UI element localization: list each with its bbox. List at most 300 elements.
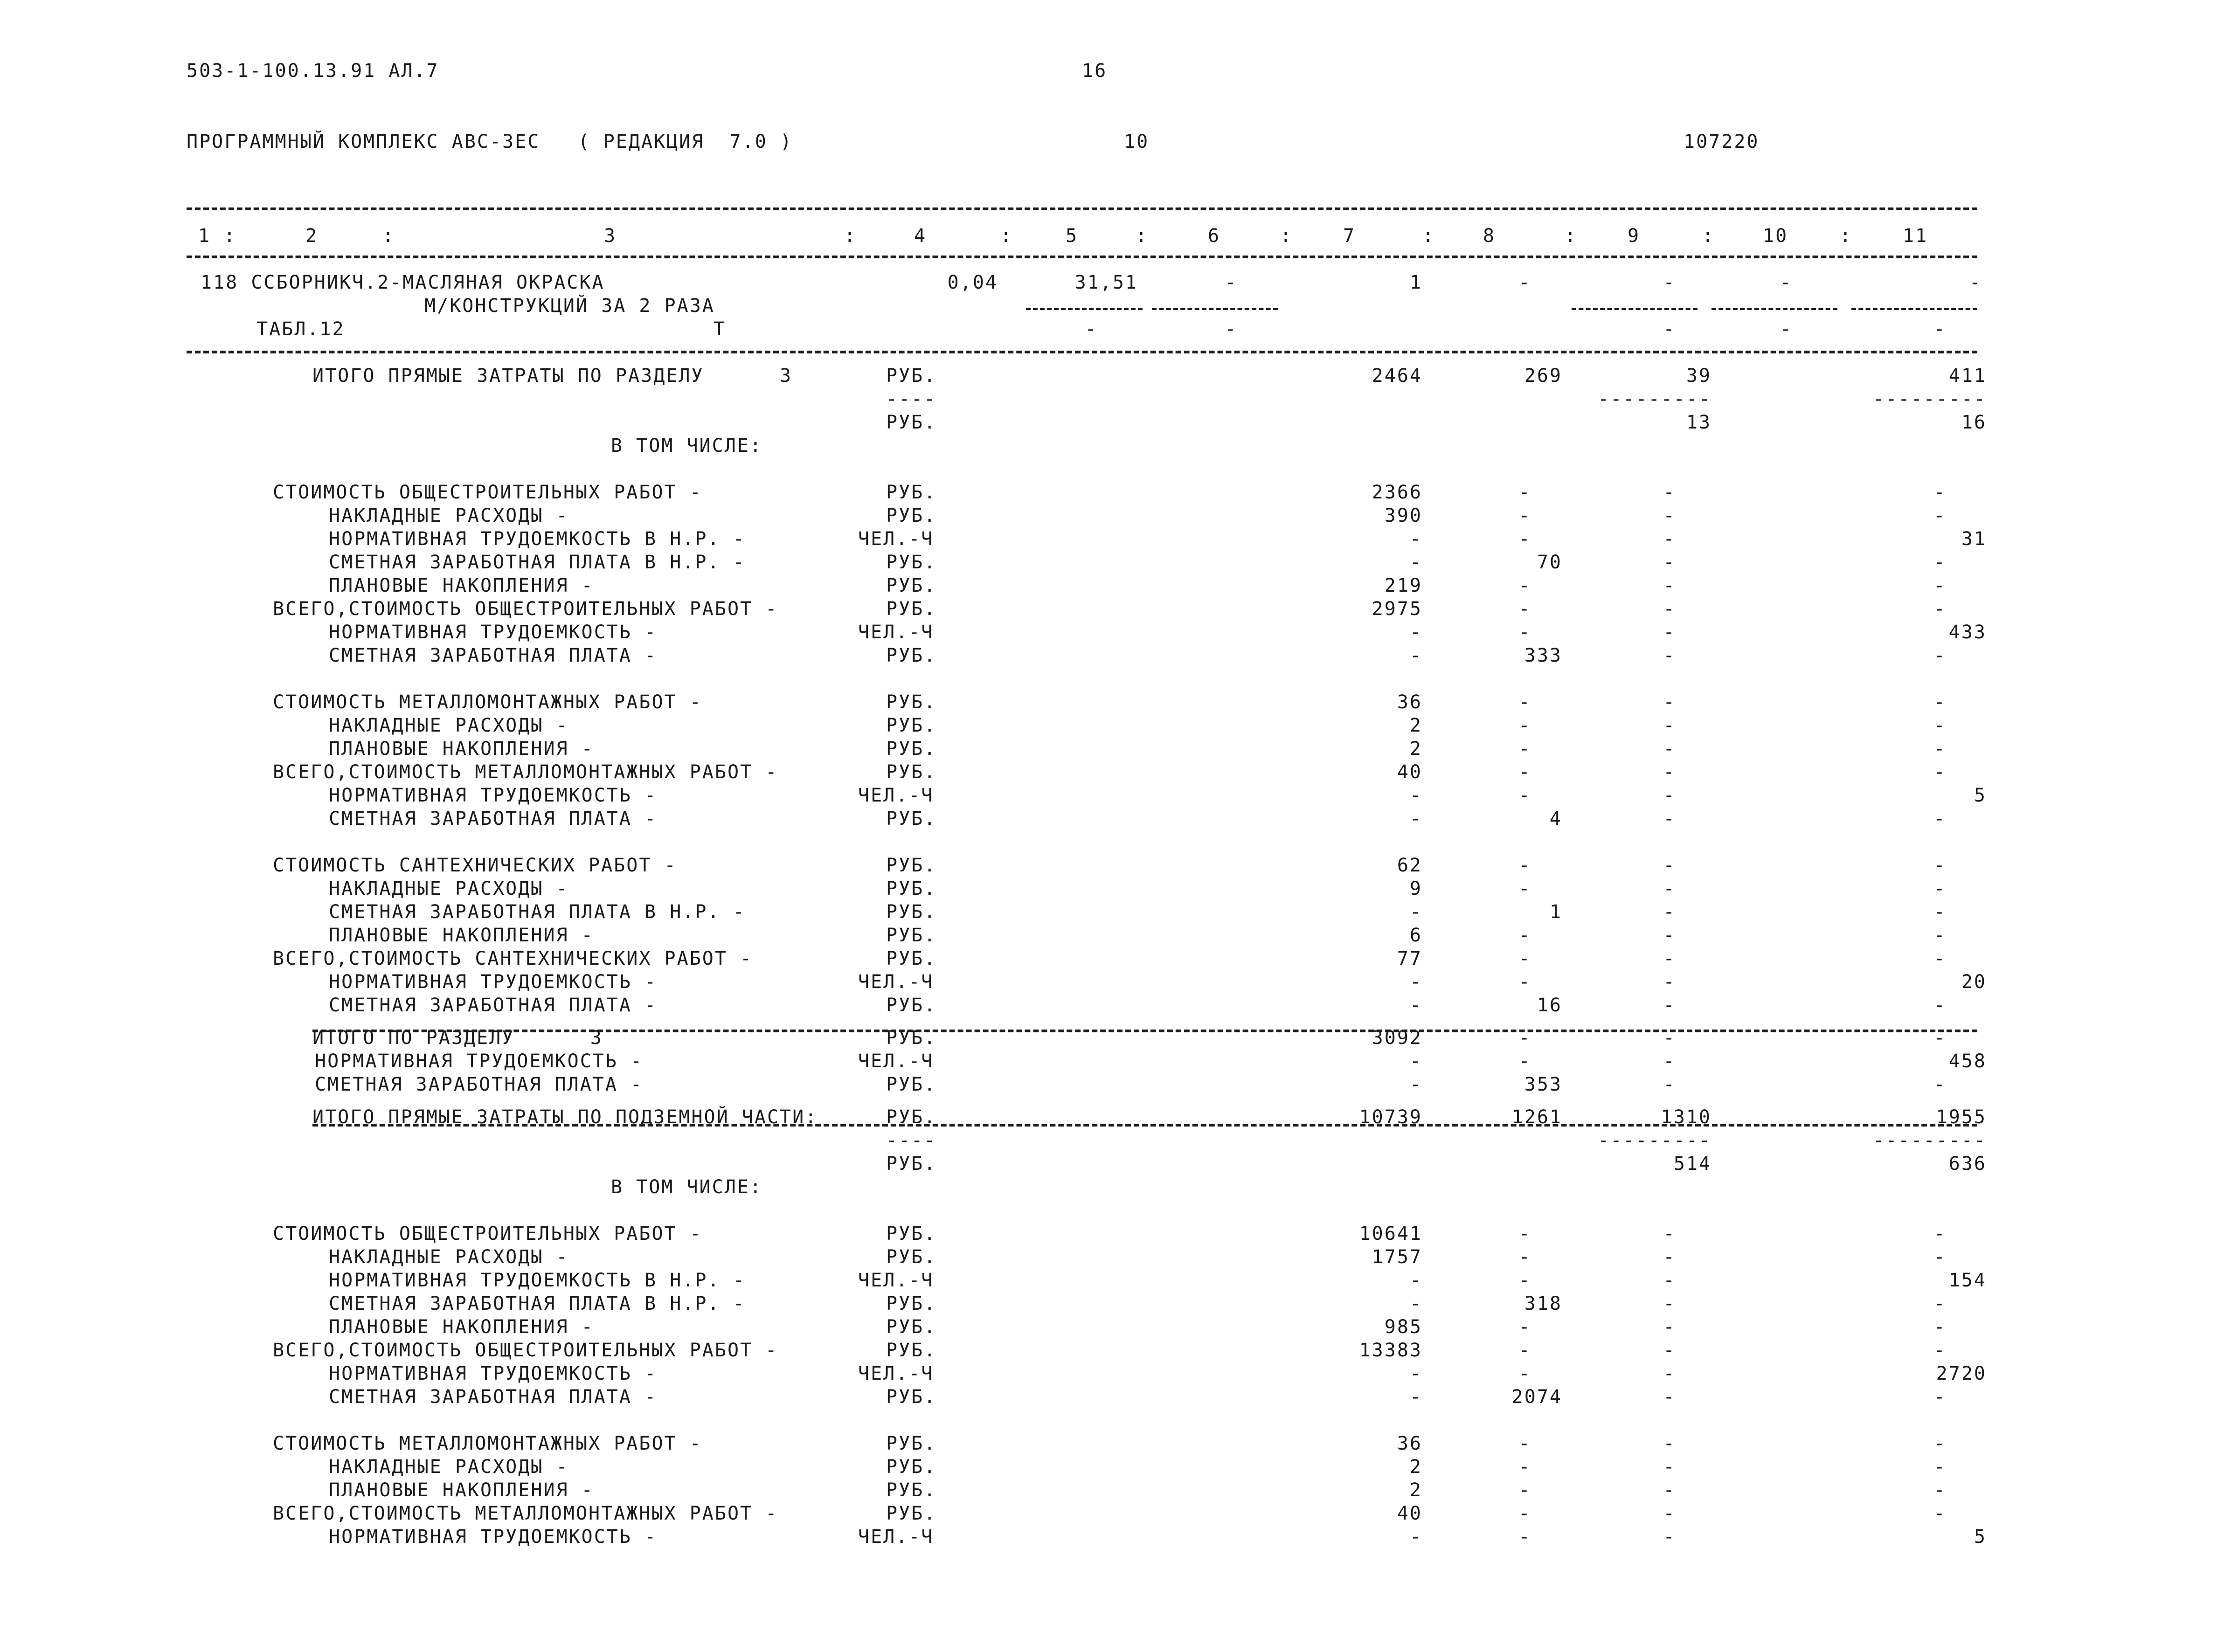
row-unit: РУБ.: [886, 1223, 937, 1244]
row-label: ПЛАНОВЫЕ НАКОПЛЕНИЯ -: [329, 925, 594, 946]
row-col8: -: [1518, 761, 1531, 783]
row-unit: РУБ.: [886, 761, 937, 783]
item-col11: -: [1969, 272, 1982, 293]
item-total: 1: [1409, 272, 1422, 293]
row-unit: ЧЕЛ.-Ч: [858, 785, 934, 806]
row-unit: РУБ.: [886, 691, 937, 713]
row-col7: -: [1409, 995, 1422, 1016]
row-unit: РУБ.: [886, 1293, 937, 1314]
row-col8: -: [1518, 1270, 1531, 1291]
item-col8: -: [1518, 272, 1531, 293]
row-col8: -: [1518, 528, 1531, 550]
column-header-2: 2: [305, 225, 319, 247]
item-separator: [187, 351, 1977, 353]
item-col6: -: [1225, 272, 1238, 293]
row-col9: -: [1663, 1293, 1676, 1314]
row-col7: 9: [1409, 878, 1422, 899]
column-divider: :: [1000, 225, 1013, 247]
row-col8: -: [1518, 505, 1531, 526]
row-col11: -: [1933, 995, 1947, 1016]
row-label: НАКЛАДНЫЕ РАСХОДЫ -: [329, 1456, 569, 1478]
row-col11: -: [1933, 1293, 1947, 1314]
row-col9: ---------: [1598, 388, 1711, 410]
row-col8: 269: [1524, 365, 1562, 387]
row-unit: РУБ.: [886, 1456, 937, 1478]
row-unit: РУБ.: [886, 1074, 937, 1095]
row-col11: -: [1933, 1386, 1947, 1408]
row-col7: 2: [1409, 1456, 1422, 1478]
column-divider: :: [1422, 225, 1435, 247]
row-col11: -: [1933, 552, 1947, 573]
row-unit: РУБ.: [886, 598, 937, 620]
row-col11: -: [1933, 878, 1947, 899]
item-quantity: 0,04: [947, 272, 998, 293]
row-unit: РУБ.: [886, 645, 937, 666]
row-col7: -: [1409, 528, 1422, 550]
row-unit: ЧЕЛ.-Ч: [858, 528, 934, 550]
row-col8: -: [1518, 738, 1531, 760]
row-col9: -: [1663, 645, 1676, 666]
row-col8: -: [1518, 575, 1531, 596]
row-unit: ----: [886, 388, 937, 410]
row-col11: 31: [1961, 528, 1987, 550]
row-label: СМЕТНАЯ ЗАРАБОТНАЯ ПЛАТА -: [329, 995, 658, 1016]
row-label: ПЛАНОВЫЕ НАКОПЛЕНИЯ -: [329, 575, 594, 596]
row-label: ИТОГО ПО РАЗДЕЛУ 3: [312, 1027, 603, 1049]
column-divider: :: [1840, 225, 1853, 247]
row-col11: 154: [1948, 1270, 1987, 1291]
row-col7: 2366: [1372, 482, 1422, 503]
row-col7: 1757: [1372, 1246, 1422, 1268]
row-col11: -: [1933, 948, 1947, 969]
row-col7: 6: [1409, 925, 1422, 946]
row-col9: -: [1663, 995, 1676, 1016]
row-unit: РУБ.: [886, 412, 937, 433]
row-col9: -: [1663, 1386, 1676, 1408]
row-col9: -: [1663, 575, 1676, 596]
row-col7: 985: [1384, 1316, 1422, 1338]
row-label: ПЛАНОВЫЕ НАКОПЛЕНИЯ -: [329, 1479, 594, 1501]
row-col7: 62: [1397, 855, 1422, 876]
row-col7: 3092: [1372, 1027, 1422, 1049]
row-col9: -: [1663, 482, 1676, 503]
row-unit: ----: [886, 1130, 937, 1151]
row-label: СМЕТНАЯ ЗАРАБОТНАЯ ПЛАТА -: [315, 1074, 644, 1095]
row-col7: 36: [1397, 1433, 1422, 1454]
row-label: ПЛАНОВЫЕ НАКОПЛЕНИЯ -: [329, 1316, 594, 1338]
row-col9: -: [1663, 785, 1676, 806]
column-header-11: 11: [1903, 225, 1928, 247]
row-col9: 1310: [1661, 1106, 1711, 1128]
row-col9: -: [1663, 1074, 1676, 1095]
row-label: НАКЛАДНЫЕ РАСХОДЫ -: [329, 1246, 569, 1268]
row-col7: -: [1409, 785, 1422, 806]
top-separator: [187, 207, 1977, 210]
row-col9: -: [1663, 505, 1676, 526]
document-code: 503-1-100.13.91 АЛ.7: [187, 60, 439, 82]
column-header-7: 7: [1343, 225, 1356, 247]
row-unit: РУБ.: [886, 948, 937, 969]
row-col11: -: [1933, 1027, 1947, 1049]
row-col8: 1: [1549, 901, 1562, 923]
item-rule: [1711, 308, 1837, 310]
row-col9: 39: [1686, 365, 1711, 387]
column-header-9: 9: [1628, 225, 1641, 247]
row-col7: 10739: [1359, 1106, 1422, 1128]
item-title-cont: М/КОНСТРУКЦИЙ ЗА 2 РАЗА: [424, 295, 715, 317]
row-label: СМЕТНАЯ ЗАРАБОТНАЯ ПЛАТА -: [329, 808, 658, 829]
row-unit: ЧЕЛ.-Ч: [858, 971, 934, 993]
row-col7: 40: [1397, 1503, 1422, 1524]
row-col8: -: [1518, 622, 1531, 643]
row-col11: 1955: [1936, 1106, 1987, 1128]
row-col9: -: [1663, 808, 1676, 829]
row-col8: 2074: [1511, 1386, 1562, 1408]
row-col11: -: [1933, 1316, 1947, 1338]
row-col11: -: [1933, 715, 1947, 736]
row-col11: -: [1933, 575, 1947, 596]
row-col8: -: [1518, 1526, 1531, 1548]
row-label: НОРМАТИВНАЯ ТРУДОЕМКОСТЬ -: [315, 1051, 644, 1072]
row-col9: -: [1663, 1027, 1676, 1049]
column-divider: :: [1565, 225, 1578, 247]
column-header-1: 1: [198, 225, 211, 247]
row-col8: -: [1518, 855, 1531, 876]
row-col7: -: [1409, 808, 1422, 829]
row-label: НАКЛАДНЫЕ РАСХОДЫ -: [329, 878, 569, 899]
row-col7: -: [1409, 1386, 1422, 1408]
row-label: СМЕТНАЯ ЗАРАБОТНАЯ ПЛАТА В Н.Р. -: [329, 552, 746, 573]
row-unit: РУБ.: [886, 1433, 937, 1454]
row-col8: -: [1518, 1433, 1531, 1454]
row-label: НОРМАТИВНАЯ ТРУДОЕМКОСТЬ -: [329, 622, 658, 643]
row-col11: -: [1933, 761, 1947, 783]
row-unit: РУБ.: [886, 1386, 937, 1408]
row-col7: -: [1409, 1293, 1422, 1314]
row-col7: 10641: [1359, 1223, 1422, 1244]
row-col11: -: [1933, 808, 1947, 829]
item-col11-lower: -: [1933, 318, 1947, 340]
row-col9: -: [1663, 622, 1676, 643]
row-col11: 5: [1974, 785, 1987, 806]
row-col8: -: [1518, 598, 1531, 620]
row-col11: ---------: [1873, 388, 1987, 410]
row-col8: -: [1518, 948, 1531, 969]
row-unit: РУБ.: [886, 901, 937, 923]
row-col11: -: [1933, 855, 1947, 876]
row-col8: -: [1518, 785, 1531, 806]
row-col7: 219: [1384, 575, 1422, 596]
sheet-number: 10: [1124, 131, 1150, 152]
row-col7: -: [1409, 645, 1422, 666]
underground-total-separator: [312, 1124, 1977, 1127]
row-col8: -: [1518, 482, 1531, 503]
column-divider: :: [844, 225, 857, 247]
row-col7: 77: [1397, 948, 1422, 969]
row-unit: РУБ.: [886, 365, 937, 387]
item-col10-lower: -: [1780, 318, 1793, 340]
row-unit: РУБ.: [886, 878, 937, 899]
row-unit: РУБ.: [886, 1503, 937, 1524]
row-col7: 2975: [1372, 598, 1422, 620]
row-col7: -: [1409, 971, 1422, 993]
row-unit: РУБ.: [886, 855, 937, 876]
column-divider: :: [1136, 225, 1149, 247]
row-col8: -: [1518, 971, 1531, 993]
row-label: В ТОМ ЧИСЛЕ:: [611, 1176, 762, 1198]
row-col9: -: [1663, 1051, 1676, 1072]
row-col8: -: [1518, 1316, 1531, 1338]
row-col8: -: [1518, 1479, 1531, 1501]
row-unit: РУБ.: [886, 715, 937, 736]
row-unit: ЧЕЛ.-Ч: [858, 622, 934, 643]
row-col11: -: [1933, 1340, 1947, 1361]
row-unit: РУБ.: [886, 575, 937, 596]
row-col8: 353: [1524, 1074, 1562, 1095]
row-col8: -: [1518, 1027, 1531, 1049]
row-label: СТОИМОСТЬ САНТЕХНИЧЕСКИХ РАБОТ -: [273, 855, 677, 876]
row-col7: -: [1409, 901, 1422, 923]
row-col11: -: [1933, 1479, 1947, 1501]
row-label: НОРМАТИВНАЯ ТРУДОЕМКОСТЬ В Н.Р. -: [329, 1270, 746, 1291]
item-rule: [1851, 308, 1977, 310]
program-line: ПРОГРАММНЫЙ КОМПЛЕКС АВС-3ЕС ( РЕДАКЦИЯ 7.0 ): [187, 131, 793, 152]
row-col7: 390: [1384, 505, 1422, 526]
column-header-3: 3: [604, 225, 617, 247]
row-col9: -: [1663, 528, 1676, 550]
row-col9: ---------: [1598, 1130, 1711, 1151]
row-col9: -: [1663, 552, 1676, 573]
row-col9: -: [1663, 738, 1676, 760]
row-label: НАКЛАДНЫЕ РАСХОДЫ -: [329, 715, 569, 736]
row-col7: 2: [1409, 715, 1422, 736]
row-unit: РУБ.: [886, 808, 937, 829]
row-label: СМЕТНАЯ ЗАРАБОТНАЯ ПЛАТА В Н.Р. -: [329, 1293, 746, 1314]
row-col7: -: [1409, 1051, 1422, 1072]
item-col5-lower: -: [1085, 318, 1098, 340]
row-col7: -: [1409, 622, 1422, 643]
row-col8: 4: [1549, 808, 1562, 829]
row-col9: -: [1663, 1223, 1676, 1244]
row-col9: -: [1663, 1479, 1676, 1501]
row-label: В ТОМ ЧИСЛЕ:: [611, 435, 762, 456]
row-unit: РУБ.: [886, 1246, 937, 1268]
row-label: ВСЕГО,СТОИМОСТЬ ОБЩЕСТРОИТЕЛЬНЫХ РАБОТ -: [273, 1340, 778, 1361]
item-col9-lower: -: [1663, 318, 1676, 340]
row-col7: 2: [1409, 1479, 1422, 1501]
item-rule: [1026, 308, 1143, 310]
row-col9: -: [1663, 1526, 1676, 1548]
row-col9: -: [1663, 691, 1676, 713]
column-header-10: 10: [1763, 225, 1788, 247]
item-title: 118 ССБОРНИКЧ.2-МАСЛЯНАЯ ОКРАСКА: [201, 272, 605, 293]
row-col9: -: [1663, 598, 1676, 620]
row-col11: 2720: [1936, 1363, 1987, 1384]
row-col11: -: [1933, 1074, 1947, 1095]
row-unit: РУБ.: [886, 1479, 937, 1501]
row-col9: 514: [1673, 1153, 1711, 1175]
row-col9: -: [1663, 715, 1676, 736]
row-col9: -: [1663, 971, 1676, 993]
row-unit: РУБ.: [886, 482, 937, 503]
row-col11: -: [1933, 901, 1947, 923]
row-label: НОРМАТИВНАЯ ТРУДОЕМКОСТЬ -: [329, 1526, 658, 1548]
row-unit: РУБ.: [886, 1316, 937, 1338]
row-col8: -: [1518, 1363, 1531, 1384]
row-col8: 70: [1537, 552, 1562, 573]
row-col8: -: [1518, 715, 1531, 736]
row-label: ВСЕГО,СТОИМОСТЬ МЕТАЛЛОМОНТАЖНЫХ РАБОТ -: [273, 1503, 778, 1524]
column-header-6: 6: [1208, 225, 1221, 247]
row-col7: 2: [1409, 738, 1422, 760]
row-label: ВСЕГО,СТОИМОСТЬ САНТЕХНИЧЕСКИХ РАБОТ -: [273, 948, 753, 969]
row-unit: РУБ.: [886, 1340, 937, 1361]
page-number: 16: [1082, 60, 1108, 82]
row-col9: -: [1663, 1456, 1676, 1478]
row-col8: -: [1518, 878, 1531, 899]
column-divider: :: [1280, 225, 1293, 247]
row-label: НОРМАТИВНАЯ ТРУДОЕМКОСТЬ -: [329, 785, 658, 806]
row-col9: -: [1663, 948, 1676, 969]
row-col8: -: [1518, 1340, 1531, 1361]
row-label: ВСЕГО,СТОИМОСТЬ МЕТАЛЛОМОНТАЖНЫХ РАБОТ -: [273, 761, 778, 783]
row-col11: 636: [1948, 1153, 1987, 1175]
row-col9: -: [1663, 1316, 1676, 1338]
row-unit: РУБ.: [886, 1106, 937, 1128]
row-unit: ЧЕЛ.-Ч: [858, 1363, 934, 1384]
row-col11: 458: [1948, 1051, 1987, 1072]
row-unit: РУБ.: [886, 1027, 937, 1049]
row-unit: РУБ.: [886, 552, 937, 573]
row-col11: -: [1933, 1223, 1947, 1244]
row-col11: -: [1933, 1456, 1947, 1478]
item-col9: -: [1663, 272, 1676, 293]
row-col8: -: [1518, 1503, 1531, 1524]
row-unit: РУБ.: [886, 738, 937, 760]
item-unit-price: 31,51: [1074, 272, 1138, 293]
row-col11: -: [1933, 1433, 1947, 1454]
row-label: ПЛАНОВЫЕ НАКОПЛЕНИЯ -: [329, 738, 594, 760]
job-number: 107220: [1684, 131, 1760, 152]
row-col9: -: [1663, 901, 1676, 923]
row-unit: РУБ.: [886, 995, 937, 1016]
row-col9: 13: [1686, 412, 1711, 433]
row-label: СТОИМОСТЬ ОБЩЕСТРОИТЕЛЬНЫХ РАБОТ -: [273, 1223, 702, 1244]
row-label: НОРМАТИВНАЯ ТРУДОЕМКОСТЬ В Н.Р. -: [329, 528, 746, 550]
row-unit: РУБ.: [886, 1153, 937, 1175]
row-col11: -: [1933, 1503, 1947, 1524]
row-col8: -: [1518, 1223, 1531, 1244]
section-total-separator: [312, 1030, 1977, 1032]
row-unit: ЧЕЛ.-Ч: [858, 1526, 934, 1548]
row-col9: -: [1663, 1503, 1676, 1524]
row-col7: -: [1409, 1526, 1422, 1548]
row-col7: -: [1409, 1270, 1422, 1291]
row-col8: -: [1518, 925, 1531, 946]
header-separator: [187, 256, 1977, 258]
row-col7: -: [1409, 552, 1422, 573]
row-col7: 13383: [1359, 1340, 1422, 1361]
row-label: СМЕТНАЯ ЗАРАБОТНАЯ ПЛАТА -: [329, 645, 658, 666]
row-col9: -: [1663, 1270, 1676, 1291]
item-col6-lower: -: [1225, 318, 1238, 340]
row-col11: -: [1933, 925, 1947, 946]
column-header-8: 8: [1483, 225, 1496, 247]
row-col7: -: [1409, 1074, 1422, 1095]
row-col8: -: [1518, 1051, 1531, 1072]
row-col11: -: [1933, 738, 1947, 760]
item-table-ref: ТАБЛ.12: [256, 318, 345, 340]
row-col9: -: [1663, 855, 1676, 876]
row-col9: -: [1663, 1340, 1676, 1361]
row-label: НОРМАТИВНАЯ ТРУДОЕМКОСТЬ -: [329, 971, 658, 993]
row-unit: РУБ.: [886, 925, 937, 946]
row-unit: ЧЕЛ.-Ч: [858, 1051, 934, 1072]
column-divider: :: [382, 225, 395, 247]
column-divider: :: [224, 225, 237, 247]
row-col8: -: [1518, 1246, 1531, 1268]
row-col11: 16: [1961, 412, 1987, 433]
row-col8: 1261: [1511, 1106, 1562, 1128]
row-col8: 16: [1537, 995, 1562, 1016]
row-label: СТОИМОСТЬ МЕТАЛЛОМОНТАЖНЫХ РАБОТ -: [273, 691, 702, 713]
row-col11: -: [1933, 598, 1947, 620]
row-label: ИТОГО ПРЯМЫЕ ЗАТРАТЫ ПО ПОДЗЕМНОЙ ЧАСТИ:: [312, 1106, 818, 1128]
row-col7: 2464: [1372, 365, 1422, 387]
row-col9: -: [1663, 1433, 1676, 1454]
row-col11: 411: [1948, 365, 1987, 387]
row-col11: 433: [1948, 622, 1987, 643]
row-col9: -: [1663, 925, 1676, 946]
row-col9: -: [1663, 1363, 1676, 1384]
row-label: ИТОГО ПРЯМЫЕ ЗАТРАТЫ ПО РАЗДЕЛУ 3: [312, 365, 793, 387]
row-col11: -: [1933, 482, 1947, 503]
row-col11: ---------: [1873, 1130, 1987, 1151]
row-label: СМЕТНАЯ ЗАРАБОТНАЯ ПЛАТА -: [329, 1386, 658, 1408]
item-rule: [1152, 308, 1278, 310]
row-col11: 5: [1974, 1526, 1987, 1548]
row-label: НАКЛАДНЫЕ РАСХОДЫ -: [329, 505, 569, 526]
row-label: НОРМАТИВНАЯ ТРУДОЕМКОСТЬ -: [329, 1363, 658, 1384]
column-header-4: 4: [914, 225, 927, 247]
row-label: СМЕТНАЯ ЗАРАБОТНАЯ ПЛАТА В Н.Р. -: [329, 901, 746, 923]
row-col7: 40: [1397, 761, 1422, 783]
row-col11: 20: [1961, 971, 1987, 993]
row-unit: РУБ.: [886, 505, 937, 526]
row-col9: -: [1663, 761, 1676, 783]
row-col11: -: [1933, 645, 1947, 666]
row-col9: -: [1663, 878, 1676, 899]
row-col11: -: [1933, 505, 1947, 526]
row-col8: -: [1518, 1456, 1531, 1478]
item-col10: -: [1780, 272, 1793, 293]
row-col8: 318: [1524, 1293, 1562, 1314]
item-rule: [1572, 308, 1698, 310]
row-label: СТОИМОСТЬ МЕТАЛЛОМОНТАЖНЫХ РАБОТ -: [273, 1433, 702, 1454]
row-col7: -: [1409, 1363, 1422, 1384]
row-col9: -: [1663, 1246, 1676, 1268]
row-label: ВСЕГО,СТОИМОСТЬ ОБЩЕСТРОИТЕЛЬНЫХ РАБОТ -: [273, 598, 778, 620]
row-unit: ЧЕЛ.-Ч: [858, 1270, 934, 1291]
row-col7: 36: [1397, 691, 1422, 713]
item-unit: Т: [714, 318, 727, 340]
row-col11: -: [1933, 691, 1947, 713]
column-divider: :: [1702, 225, 1715, 247]
row-col11: -: [1933, 1246, 1947, 1268]
column-header-5: 5: [1066, 225, 1079, 247]
row-col8: -: [1518, 691, 1531, 713]
row-label: СТОИМОСТЬ ОБЩЕСТРОИТЕЛЬНЫХ РАБОТ -: [273, 482, 702, 503]
